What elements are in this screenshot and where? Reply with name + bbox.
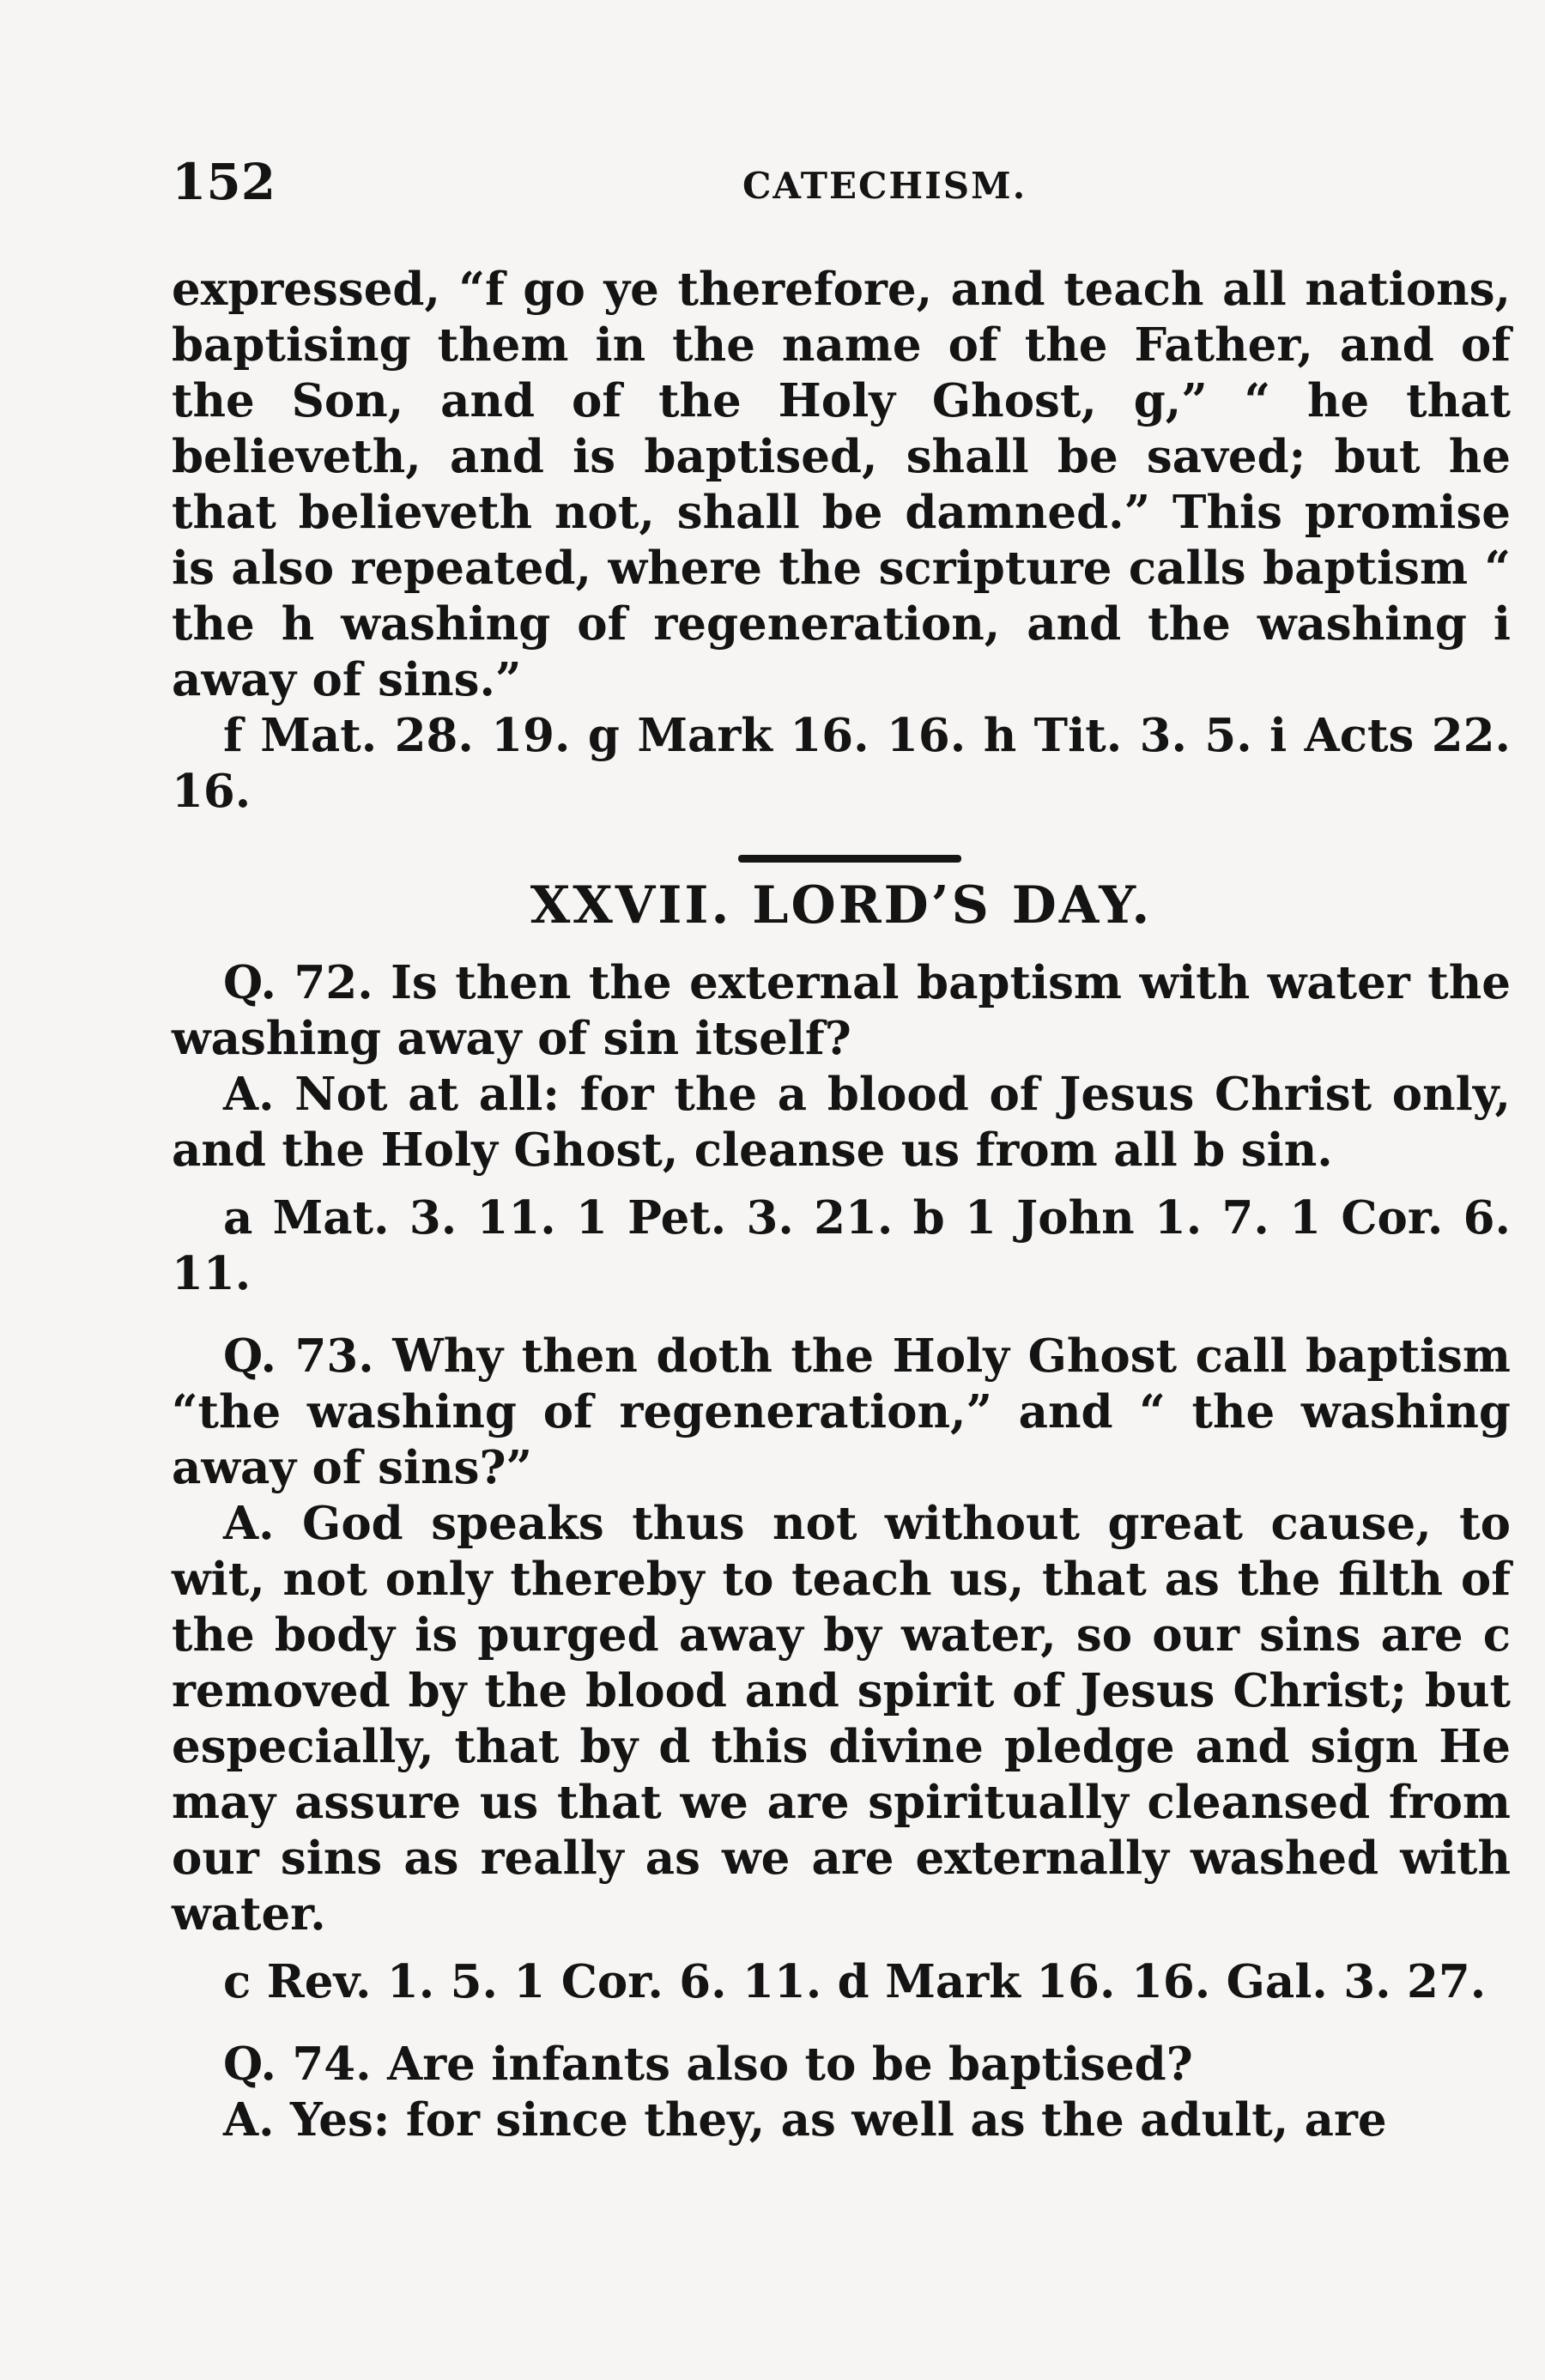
references-73: c Rev. 1. 5. 1 Cor. 6. 11. d Mark 16. 16. Gal. 3. 27. xyxy=(223,1955,1487,2008)
answer-73: A. God speaks thus not without great cause, to wit, not only thereby to teach us, that as the filth of the body is purged away by water, so our sins are c removed by the blood and spirit of Jesus Christ; but especially, that by d this divine pledge and sign He may assure us that we are spiritually cleansed from our sins as really as we are externally washed with water. xyxy=(172,1497,1511,1941)
question-74: Q. 74. Are infants also to be baptised? xyxy=(223,2038,1193,2091)
answer-74: A. Yes: for since they, as well as the adult, are xyxy=(223,2093,1387,2147)
intro-block xyxy=(172,262,1511,820)
references-72: a Mat. 3. 11. 1 Pet. 3. 21. b 1 John 1. 7. 1 Cor. 6. 11. xyxy=(172,1191,1511,1300)
running-title: CATECHISM. xyxy=(742,165,1027,207)
section-title: XXVII. LORD’S DAY. xyxy=(530,875,1153,936)
intro-references: f Mat. 28. 19. g Mark 16. 16. h Tit. 3. 5. i Acts 22. 16. xyxy=(172,709,1511,818)
intro-paragraph: expressed, “f go ye therefore, and teach all nations, baptising them in the name of the Father, and of the Son, and of the Holy Ghost, g,” “ he that believeth, and is baptised, shall be saved; but he that believeth not, shall be damned.” This promise is also repeated, where the scripture calls baptism “ the h washing of regeneration, and the washing i away of sins.” xyxy=(172,263,1511,706)
answer-72: A. Not at all: for the a blood of Jesus Christ only, and the Holy Ghost, cleanse us from all b sin. xyxy=(172,1068,1511,1177)
question-73: Q. 73. Why then doth the Holy Ghost call baptism “the washing of regeneration,” and “ the washing away of sins?” xyxy=(172,1329,1511,1494)
page-header xyxy=(172,153,1528,213)
question-73-block xyxy=(172,1329,1511,2010)
question-72-block xyxy=(172,955,1511,1302)
section-divider xyxy=(738,855,961,863)
question-72: Q. 72. Is then the external baptism with water the washing away of sin itself? xyxy=(172,956,1511,1065)
question-74-block xyxy=(172,2037,1511,2148)
page-number: 152 xyxy=(172,153,276,211)
